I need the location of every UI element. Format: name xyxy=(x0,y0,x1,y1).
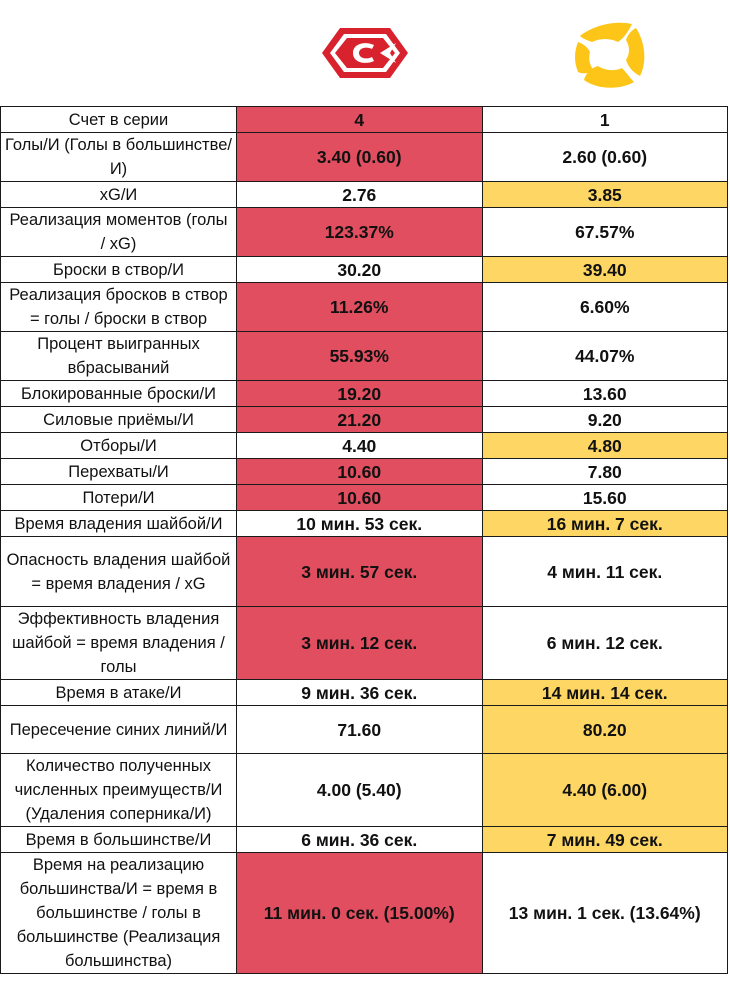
home-value: 6 мин. 36 сек. xyxy=(237,827,483,853)
away-value: 13 мин. 1 сек. (13.64%) xyxy=(482,853,728,974)
away-value: 7.80 xyxy=(482,459,728,485)
home-value: 4 xyxy=(237,107,483,133)
away-value: 4 мин. 11 сек. xyxy=(482,537,728,607)
stats-table xyxy=(0,106,728,974)
table-row xyxy=(1,182,728,208)
stat-label: Пересечение синих линий/И xyxy=(1,706,237,754)
home-value: 9 мин. 36 сек. xyxy=(237,680,483,706)
away-value: 7 мин. 49 сек. xyxy=(482,827,728,853)
stat-label: Силовые приёмы/И xyxy=(1,407,237,433)
away-value: 2.60 (0.60) xyxy=(482,133,728,182)
table-row xyxy=(1,706,728,754)
home-value: 4.40 xyxy=(237,433,483,459)
ska-logo xyxy=(570,14,650,94)
stat-label: Перехваты/И xyxy=(1,459,237,485)
away-value: 4.40 (6.00) xyxy=(482,754,728,827)
stat-label: Броски в створ/И xyxy=(1,257,237,283)
table-row xyxy=(1,537,728,607)
table-row xyxy=(1,433,728,459)
home-value: 10.60 xyxy=(237,459,483,485)
stat-label: Реализация бросков в створ = голы / броски в створ xyxy=(1,283,237,332)
away-value: 44.07% xyxy=(482,332,728,381)
table-row xyxy=(1,853,728,974)
home-value: 10.60 xyxy=(237,485,483,511)
home-value: 21.20 xyxy=(237,407,483,433)
stat-label: Голы/И (Голы в большинстве/И) xyxy=(1,133,237,182)
away-value: 14 мин. 14 сек. xyxy=(482,680,728,706)
away-value: 3.85 xyxy=(482,182,728,208)
away-value: 13.60 xyxy=(482,381,728,407)
table-row xyxy=(1,332,728,381)
stat-label: Время в атаке/И xyxy=(1,680,237,706)
stat-label: Блокированные броски/И xyxy=(1,381,237,407)
table-row xyxy=(1,381,728,407)
stat-label: Эффективность владения шайбой = время владения / голы xyxy=(1,607,237,680)
away-value: 80.20 xyxy=(482,706,728,754)
table-row xyxy=(1,459,728,485)
table-row xyxy=(1,257,728,283)
table-row xyxy=(1,208,728,257)
table-row xyxy=(1,607,728,680)
stat-label: Реализация моментов (голы / xG) xyxy=(1,208,237,257)
stat-label: Время на реализацию большинства/И = время в большинстве / голы в большинстве (Реализация большинства) xyxy=(1,853,237,974)
home-value: 11 мин. 0 сек. (15.00%) xyxy=(237,853,483,974)
table-row xyxy=(1,485,728,511)
away-value: 6.60% xyxy=(482,283,728,332)
table-row xyxy=(1,133,728,182)
away-value: 1 xyxy=(482,107,728,133)
away-value: 4.80 xyxy=(482,433,728,459)
stat-label: Опасность владения шайбой = время владения / xG xyxy=(1,537,237,607)
home-value: 55.93% xyxy=(237,332,483,381)
table-row xyxy=(1,827,728,853)
home-value: 3.40 (0.60) xyxy=(237,133,483,182)
stat-label: Время в большинстве/И xyxy=(1,827,237,853)
table-row xyxy=(1,283,728,332)
home-value: 123.37% xyxy=(237,208,483,257)
stat-label: Отборы/И xyxy=(1,433,237,459)
stat-label: Количество полученных численных преимуществ/И (Удаления соперника/И) xyxy=(1,754,237,827)
away-value: 15.60 xyxy=(482,485,728,511)
table-row xyxy=(1,754,728,827)
spartak-logo xyxy=(320,24,410,82)
stat-label: Потери/И xyxy=(1,485,237,511)
away-value: 9.20 xyxy=(482,407,728,433)
stat-label: Счет в серии xyxy=(1,107,237,133)
table-row xyxy=(1,407,728,433)
home-value: 11.26% xyxy=(237,283,483,332)
home-value: 30.20 xyxy=(237,257,483,283)
table-row xyxy=(1,511,728,537)
stat-label: Время владения шайбой/И xyxy=(1,511,237,537)
home-value: 10 мин. 53 сек. xyxy=(237,511,483,537)
away-value: 16 мин. 7 сек. xyxy=(482,511,728,537)
away-value: 67.57% xyxy=(482,208,728,257)
home-value: 4.00 (5.40) xyxy=(237,754,483,827)
home-value: 2.76 xyxy=(237,182,483,208)
home-value: 19.20 xyxy=(237,381,483,407)
home-value: 3 мин. 57 сек. xyxy=(237,537,483,607)
away-value: 6 мин. 12 сек. xyxy=(482,607,728,680)
stat-label: xG/И xyxy=(1,182,237,208)
table-row xyxy=(1,680,728,706)
table-row xyxy=(1,107,728,133)
away-value: 39.40 xyxy=(482,257,728,283)
home-value: 3 мин. 12 сек. xyxy=(237,607,483,680)
stat-label: Процент выигранных вбрасываний xyxy=(1,332,237,381)
home-value: 71.60 xyxy=(237,706,483,754)
